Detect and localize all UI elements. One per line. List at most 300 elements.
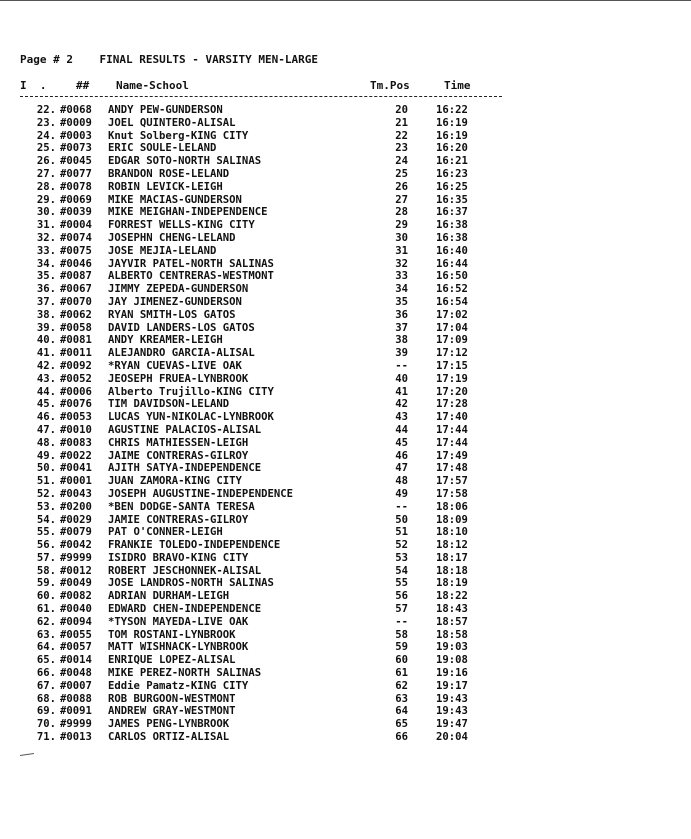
table-row bbox=[0, 437, 691, 450]
team-pos-cell: 51 bbox=[395, 526, 408, 539]
time-cell: 18:09 bbox=[436, 513, 468, 526]
table-row bbox=[0, 258, 691, 271]
name-school-cell: TOM ROSTANI-LYNBROOK bbox=[108, 628, 236, 641]
place-cell: 45. bbox=[36, 398, 56, 411]
time-cell: 17:40 bbox=[436, 411, 468, 424]
name-school-cell: JAYVIR PATEL-NORTH SALINAS bbox=[108, 257, 274, 270]
team-pos-cell: 41 bbox=[395, 385, 408, 398]
table-row bbox=[0, 488, 691, 501]
bib-cell: #0087 bbox=[60, 270, 92, 283]
table-row bbox=[0, 462, 691, 475]
place-cell: 51. bbox=[36, 475, 56, 488]
place-cell: 39. bbox=[36, 321, 56, 334]
place-cell: 62. bbox=[36, 615, 56, 628]
name-school-cell: LUCAS YUN-NIKOLAC-LYNBROOK bbox=[108, 411, 274, 424]
table-row bbox=[0, 552, 691, 565]
team-pos-cell: 27 bbox=[395, 193, 408, 206]
time-cell: 17:12 bbox=[436, 347, 468, 360]
time-cell: 18:43 bbox=[436, 603, 468, 616]
place-cell: 40. bbox=[36, 334, 56, 347]
team-pos-cell: 37 bbox=[395, 321, 408, 334]
place-cell: 23. bbox=[36, 116, 56, 129]
table-row bbox=[0, 590, 691, 603]
place-cell: 30. bbox=[36, 206, 56, 219]
place-cell: 37. bbox=[36, 295, 56, 308]
name-school-cell: FRANKIE TOLEDO-INDEPENDENCE bbox=[108, 539, 281, 552]
team-pos-cell: 49 bbox=[395, 487, 408, 500]
table-row bbox=[0, 539, 691, 552]
name-school-cell: JOSEPH AUGUSTINE-INDEPENDENCE bbox=[108, 487, 293, 500]
team-pos-cell: 58 bbox=[395, 628, 408, 641]
table-row bbox=[0, 219, 691, 232]
place-cell: 69. bbox=[36, 705, 56, 718]
table-row bbox=[0, 565, 691, 578]
bib-cell: #0009 bbox=[60, 116, 92, 129]
team-pos-cell: 52 bbox=[395, 539, 408, 552]
time-cell: 19:17 bbox=[436, 679, 468, 692]
time-cell: 16:38 bbox=[436, 231, 468, 244]
time-cell: 16:40 bbox=[436, 244, 468, 257]
place-cell: 65. bbox=[36, 654, 56, 667]
place-cell: 71. bbox=[36, 731, 56, 744]
team-pos-cell: 64 bbox=[395, 705, 408, 718]
team-pos-cell: 34 bbox=[395, 283, 408, 296]
table-row bbox=[0, 130, 691, 143]
name-school-cell: AJITH SATYA-INDEPENDENCE bbox=[108, 462, 262, 475]
bib-cell: #0013 bbox=[60, 731, 92, 744]
bib-cell: #0006 bbox=[60, 385, 92, 398]
team-pos-cell: 54 bbox=[395, 564, 408, 577]
place-cell: 38. bbox=[36, 308, 56, 321]
place-cell: 29. bbox=[36, 193, 56, 206]
table-row bbox=[0, 155, 691, 168]
name-school-cell: *BEN DODGE-SANTA TERESA bbox=[108, 500, 255, 513]
name-school-cell: JAMES PENG-LYNBROOK bbox=[108, 718, 230, 731]
bib-cell: #0057 bbox=[60, 641, 92, 654]
place-cell: 64. bbox=[36, 641, 56, 654]
page-title bbox=[20, 53, 318, 66]
table-row bbox=[0, 667, 691, 680]
bib-cell: #0062 bbox=[60, 308, 92, 321]
team-pos-cell: 33 bbox=[395, 270, 408, 283]
place-cell: 35. bbox=[36, 270, 56, 283]
time-cell: 17:15 bbox=[436, 359, 468, 372]
table-row bbox=[0, 206, 691, 219]
place-cell: 57. bbox=[36, 551, 56, 564]
team-pos-cell: 60 bbox=[395, 654, 408, 667]
bib-cell: #0200 bbox=[60, 500, 92, 513]
time-cell: 19:03 bbox=[436, 641, 468, 654]
name-school-cell: JOSE MEJIA-LELAND bbox=[108, 244, 217, 257]
bib-cell: #0058 bbox=[60, 321, 92, 334]
name-school-cell: ANDY KREAMER-LEIGH bbox=[108, 334, 223, 347]
table-row bbox=[0, 296, 691, 309]
name-school-cell: JIMMY ZEPEDA-GUNDERSON bbox=[108, 283, 249, 296]
name-school-cell: Alberto Trujillo-KING CITY bbox=[108, 385, 274, 398]
name-school-cell: DAVID LANDERS-LOS GATOS bbox=[108, 321, 255, 334]
col-header-bib: ## bbox=[76, 79, 90, 92]
name-school-cell: PAT O'CONNER-LEIGH bbox=[108, 526, 223, 539]
bib-cell: #0055 bbox=[60, 628, 92, 641]
team-pos-cell: 36 bbox=[395, 308, 408, 321]
col-header-place: I . bbox=[20, 79, 47, 92]
team-pos-cell: 50 bbox=[395, 513, 408, 526]
table-row bbox=[0, 424, 691, 437]
time-cell: 18:10 bbox=[436, 526, 468, 539]
bib-cell: #0042 bbox=[60, 539, 92, 552]
bib-cell: #0078 bbox=[60, 180, 92, 193]
place-cell: 66. bbox=[36, 667, 56, 680]
team-pos-cell: 35 bbox=[395, 295, 408, 308]
name-school-cell: *TYSON MAYEDA-LIVE OAK bbox=[108, 615, 249, 628]
time-cell: 16:20 bbox=[436, 142, 468, 155]
time-cell: 16:54 bbox=[436, 295, 468, 308]
team-pos-cell: 29 bbox=[395, 219, 408, 232]
bib-cell: #0092 bbox=[60, 359, 92, 372]
table-row bbox=[0, 475, 691, 488]
name-school-cell: ISIDRO BRAVO-KING CITY bbox=[108, 551, 249, 564]
name-school-cell: JAIME CONTRERAS-GILROY bbox=[108, 449, 249, 462]
name-school-cell: RYAN SMITH-LOS GATOS bbox=[108, 308, 236, 321]
team-pos-cell: 47 bbox=[395, 462, 408, 475]
place-cell: 43. bbox=[36, 372, 56, 385]
table-row bbox=[0, 347, 691, 360]
name-school-cell: CARLOS ORTIZ-ALISAL bbox=[108, 731, 230, 744]
team-pos-cell: 66 bbox=[395, 731, 408, 744]
table-row bbox=[0, 577, 691, 590]
time-cell: 16:52 bbox=[436, 283, 468, 296]
bib-cell: #0088 bbox=[60, 692, 92, 705]
bib-cell: #0041 bbox=[60, 462, 92, 475]
table-row bbox=[0, 232, 691, 245]
team-pos-cell: 39 bbox=[395, 347, 408, 360]
name-school-cell: JUAN ZAMORA-KING CITY bbox=[108, 475, 242, 488]
team-pos-cell: 32 bbox=[395, 257, 408, 270]
bib-cell: #0011 bbox=[60, 347, 92, 360]
bib-cell: #0091 bbox=[60, 705, 92, 718]
time-cell: 17:57 bbox=[436, 475, 468, 488]
place-cell: 53. bbox=[36, 500, 56, 513]
time-cell: 18:58 bbox=[436, 628, 468, 641]
time-cell: 17:09 bbox=[436, 334, 468, 347]
table-row bbox=[0, 270, 691, 283]
team-pos-cell: 25 bbox=[395, 167, 408, 180]
place-cell: 34. bbox=[36, 257, 56, 270]
place-cell: 49. bbox=[36, 449, 56, 462]
time-cell: 17:04 bbox=[436, 321, 468, 334]
time-cell: 17:28 bbox=[436, 398, 468, 411]
bib-cell: #9999 bbox=[60, 551, 92, 564]
time-cell: 20:04 bbox=[436, 731, 468, 744]
team-pos-cell: 20 bbox=[395, 104, 408, 116]
place-cell: 22. bbox=[36, 104, 56, 116]
name-school-cell: BRANDON ROSE-LELAND bbox=[108, 167, 230, 180]
time-cell: 18:17 bbox=[436, 551, 468, 564]
name-school-cell: ROBERT JESCHONNEK-ALISAL bbox=[108, 564, 262, 577]
page-number: Page # 2 bbox=[20, 53, 73, 66]
header-divider bbox=[20, 96, 502, 97]
place-cell: 60. bbox=[36, 590, 56, 603]
team-pos-cell: 40 bbox=[395, 372, 408, 385]
name-school-cell: JAY JIMENEZ-GUNDERSON bbox=[108, 295, 242, 308]
bib-cell: #0010 bbox=[60, 423, 92, 436]
time-cell: 19:47 bbox=[436, 718, 468, 731]
place-cell: 27. bbox=[36, 167, 56, 180]
bib-cell: #9999 bbox=[60, 718, 92, 731]
table-row bbox=[0, 104, 691, 117]
table-row bbox=[0, 629, 691, 642]
table-row bbox=[0, 373, 691, 386]
time-cell: 17:48 bbox=[436, 462, 468, 475]
bib-cell: #0052 bbox=[60, 372, 92, 385]
place-cell: 36. bbox=[36, 283, 56, 296]
col-header-name: Name-School bbox=[116, 79, 189, 92]
bib-cell: #0094 bbox=[60, 615, 92, 628]
name-school-cell: MIKE MEIGHAN-INDEPENDENCE bbox=[108, 206, 268, 219]
time-cell: 17:58 bbox=[436, 487, 468, 500]
team-pos-cell: 53 bbox=[395, 551, 408, 564]
bib-cell: #0053 bbox=[60, 411, 92, 424]
name-school-cell: ANDREW GRAY-WESTMONT bbox=[108, 705, 236, 718]
bib-cell: #0079 bbox=[60, 526, 92, 539]
bib-cell: #0068 bbox=[60, 104, 92, 116]
table-row bbox=[0, 398, 691, 411]
team-pos-cell: 57 bbox=[395, 603, 408, 616]
place-cell: 55. bbox=[36, 526, 56, 539]
bib-cell: #0077 bbox=[60, 167, 92, 180]
place-cell: 26. bbox=[36, 155, 56, 168]
team-pos-cell: 43 bbox=[395, 411, 408, 424]
bib-cell: #0081 bbox=[60, 334, 92, 347]
table-row bbox=[0, 283, 691, 296]
name-school-cell: ENRIQUE LOPEZ-ALISAL bbox=[108, 654, 236, 667]
time-cell: 17:19 bbox=[436, 372, 468, 385]
bib-cell: #0048 bbox=[60, 667, 92, 680]
place-cell: 48. bbox=[36, 436, 56, 449]
time-cell: 18:22 bbox=[436, 590, 468, 603]
team-pos-cell: 22 bbox=[395, 129, 408, 142]
bib-cell: #0012 bbox=[60, 564, 92, 577]
bib-cell: #0039 bbox=[60, 206, 92, 219]
time-cell: 16:37 bbox=[436, 206, 468, 219]
time-cell: 16:35 bbox=[436, 193, 468, 206]
bib-cell: #0022 bbox=[60, 449, 92, 462]
col-header-team-pos: Tm.Pos bbox=[370, 79, 410, 92]
bib-cell: #0003 bbox=[60, 129, 92, 142]
name-school-cell: ALBERTO CENTRERAS-WESTMONT bbox=[108, 270, 274, 283]
name-school-cell: CHRIS MATHIESSEN-LEIGH bbox=[108, 436, 249, 449]
name-school-cell: TIM DAVIDSON-LELAND bbox=[108, 398, 230, 411]
time-cell: 19:08 bbox=[436, 654, 468, 667]
name-school-cell: ROB BURGOON-WESTMONT bbox=[108, 692, 236, 705]
scan-edge-line bbox=[0, 0, 691, 1]
time-cell: 16:19 bbox=[436, 129, 468, 142]
table-row bbox=[0, 142, 691, 155]
team-pos-cell: -- bbox=[395, 615, 408, 628]
team-pos-cell: 21 bbox=[395, 116, 408, 129]
scan-artifact bbox=[20, 753, 34, 756]
place-cell: 46. bbox=[36, 411, 56, 424]
bib-cell: #0049 bbox=[60, 577, 92, 590]
time-cell: 16:21 bbox=[436, 155, 468, 168]
name-school-cell: ROBIN LEVICK-LEIGH bbox=[108, 180, 223, 193]
time-cell: 19:16 bbox=[436, 667, 468, 680]
name-school-cell: JEOSEPH FRUEA-LYNBROOK bbox=[108, 372, 249, 385]
name-school-cell: JAMIE CONTRERAS-GILROY bbox=[108, 513, 249, 526]
place-cell: 32. bbox=[36, 231, 56, 244]
time-cell: 17:20 bbox=[436, 385, 468, 398]
time-cell: 16:38 bbox=[436, 219, 468, 232]
team-pos-cell: -- bbox=[395, 359, 408, 372]
team-pos-cell: 48 bbox=[395, 475, 408, 488]
time-cell: 16:22 bbox=[436, 104, 468, 116]
name-school-cell: JOSE LANDROS-NORTH SALINAS bbox=[108, 577, 274, 590]
bib-cell: #0082 bbox=[60, 590, 92, 603]
team-pos-cell: 42 bbox=[395, 398, 408, 411]
place-cell: 33. bbox=[36, 244, 56, 257]
time-cell: 18:19 bbox=[436, 577, 468, 590]
place-cell: 59. bbox=[36, 577, 56, 590]
team-pos-cell: 56 bbox=[395, 590, 408, 603]
bib-cell: #0076 bbox=[60, 398, 92, 411]
table-row bbox=[0, 245, 691, 258]
bib-cell: #0043 bbox=[60, 487, 92, 500]
time-cell: 16:50 bbox=[436, 270, 468, 283]
place-cell: 24. bbox=[36, 129, 56, 142]
table-row bbox=[0, 705, 691, 718]
bib-cell: #0004 bbox=[60, 219, 92, 232]
table-row bbox=[0, 693, 691, 706]
name-school-cell: MIKE MACIAS-GUNDERSON bbox=[108, 193, 242, 206]
bib-cell: #0083 bbox=[60, 436, 92, 449]
name-school-cell: ERIC SOULE-LELAND bbox=[108, 142, 217, 155]
name-school-cell: FORREST WELLS-KING CITY bbox=[108, 219, 255, 232]
name-school-cell: Knut Solberg-KING CITY bbox=[108, 129, 249, 142]
team-pos-cell: 38 bbox=[395, 334, 408, 347]
place-cell: 47. bbox=[36, 423, 56, 436]
bib-cell: #0007 bbox=[60, 679, 92, 692]
team-pos-cell: 31 bbox=[395, 244, 408, 257]
table-row bbox=[0, 411, 691, 424]
table-row bbox=[0, 718, 691, 731]
table-row bbox=[0, 117, 691, 130]
time-cell: 17:49 bbox=[436, 449, 468, 462]
team-pos-cell: 30 bbox=[395, 231, 408, 244]
place-cell: 52. bbox=[36, 487, 56, 500]
time-cell: 17:44 bbox=[436, 436, 468, 449]
place-cell: 31. bbox=[36, 219, 56, 232]
table-row bbox=[0, 168, 691, 181]
table-row bbox=[0, 360, 691, 373]
team-pos-cell: 45 bbox=[395, 436, 408, 449]
time-cell: 16:19 bbox=[436, 116, 468, 129]
team-pos-cell: 26 bbox=[395, 180, 408, 193]
name-school-cell: EDGAR SOTO-NORTH SALINAS bbox=[108, 155, 262, 168]
bib-cell: #0074 bbox=[60, 231, 92, 244]
bib-cell: #0014 bbox=[60, 654, 92, 667]
table-row bbox=[0, 386, 691, 399]
time-cell: 16:44 bbox=[436, 257, 468, 270]
table-row bbox=[0, 641, 691, 654]
team-pos-cell: 44 bbox=[395, 423, 408, 436]
table-row bbox=[0, 526, 691, 539]
team-pos-cell: 63 bbox=[395, 692, 408, 705]
bib-cell: #0075 bbox=[60, 244, 92, 257]
bib-cell: #0045 bbox=[60, 155, 92, 168]
place-cell: 61. bbox=[36, 603, 56, 616]
name-school-cell: Eddie Pamatz-KING CITY bbox=[108, 679, 249, 692]
place-cell: 42. bbox=[36, 359, 56, 372]
name-school-cell: EDWARD CHEN-INDEPENDENCE bbox=[108, 603, 262, 616]
table-row bbox=[0, 450, 691, 463]
time-cell: 18:06 bbox=[436, 500, 468, 513]
place-cell: 54. bbox=[36, 513, 56, 526]
table-row bbox=[0, 322, 691, 335]
place-cell: 50. bbox=[36, 462, 56, 475]
table-row bbox=[0, 731, 691, 744]
place-cell: 68. bbox=[36, 692, 56, 705]
table-row bbox=[0, 680, 691, 693]
place-cell: 56. bbox=[36, 539, 56, 552]
bib-cell: #0046 bbox=[60, 257, 92, 270]
team-pos-cell: 23 bbox=[395, 142, 408, 155]
time-cell: 19:43 bbox=[436, 692, 468, 705]
name-school-cell: AGUSTINE PALACIOS-ALISAL bbox=[108, 423, 262, 436]
bib-cell: #0040 bbox=[60, 603, 92, 616]
name-school-cell: MATT WISHNACK-LYNBROOK bbox=[108, 641, 249, 654]
table-row bbox=[0, 334, 691, 347]
time-cell: 16:23 bbox=[436, 167, 468, 180]
team-pos-cell: 62 bbox=[395, 679, 408, 692]
table-row bbox=[0, 514, 691, 527]
time-cell: 17:44 bbox=[436, 423, 468, 436]
place-cell: 70. bbox=[36, 718, 56, 731]
place-cell: 41. bbox=[36, 347, 56, 360]
team-pos-cell: 55 bbox=[395, 577, 408, 590]
col-header-time: Time bbox=[444, 79, 471, 92]
table-row bbox=[0, 501, 691, 514]
results-title: FINAL RESULTS - VARSITY MEN-LARGE bbox=[99, 53, 319, 66]
bib-cell: #0029 bbox=[60, 513, 92, 526]
place-cell: 58. bbox=[36, 564, 56, 577]
bib-cell: #0070 bbox=[60, 295, 92, 308]
table-row bbox=[0, 309, 691, 322]
table-row bbox=[0, 181, 691, 194]
table-row bbox=[0, 603, 691, 616]
name-school-cell: *RYAN CUEVAS-LIVE OAK bbox=[108, 359, 242, 372]
bib-cell: #0069 bbox=[60, 193, 92, 206]
name-school-cell: MIKE PEREZ-NORTH SALINAS bbox=[108, 667, 262, 680]
name-school-cell: JOEL QUINTERO-ALISAL bbox=[108, 116, 236, 129]
table-row bbox=[0, 616, 691, 629]
place-cell: 67. bbox=[36, 679, 56, 692]
name-school-cell: ANDY PEW-GUNDERSON bbox=[108, 104, 223, 116]
name-school-cell: JOSEPHN CHENG-LELAND bbox=[108, 231, 236, 244]
team-pos-cell: 24 bbox=[395, 155, 408, 168]
team-pos-cell: 59 bbox=[395, 641, 408, 654]
team-pos-cell: 61 bbox=[395, 667, 408, 680]
time-cell: 18:57 bbox=[436, 615, 468, 628]
bib-cell: #0073 bbox=[60, 142, 92, 155]
place-cell: 28. bbox=[36, 180, 56, 193]
time-cell: 17:02 bbox=[436, 308, 468, 321]
name-school-cell: ADRIAN DURHAM-LEIGH bbox=[108, 590, 230, 603]
team-pos-cell: 28 bbox=[395, 206, 408, 219]
team-pos-cell: 65 bbox=[395, 718, 408, 731]
team-pos-cell: -- bbox=[395, 500, 408, 513]
place-cell: 44. bbox=[36, 385, 56, 398]
table-row bbox=[0, 194, 691, 207]
